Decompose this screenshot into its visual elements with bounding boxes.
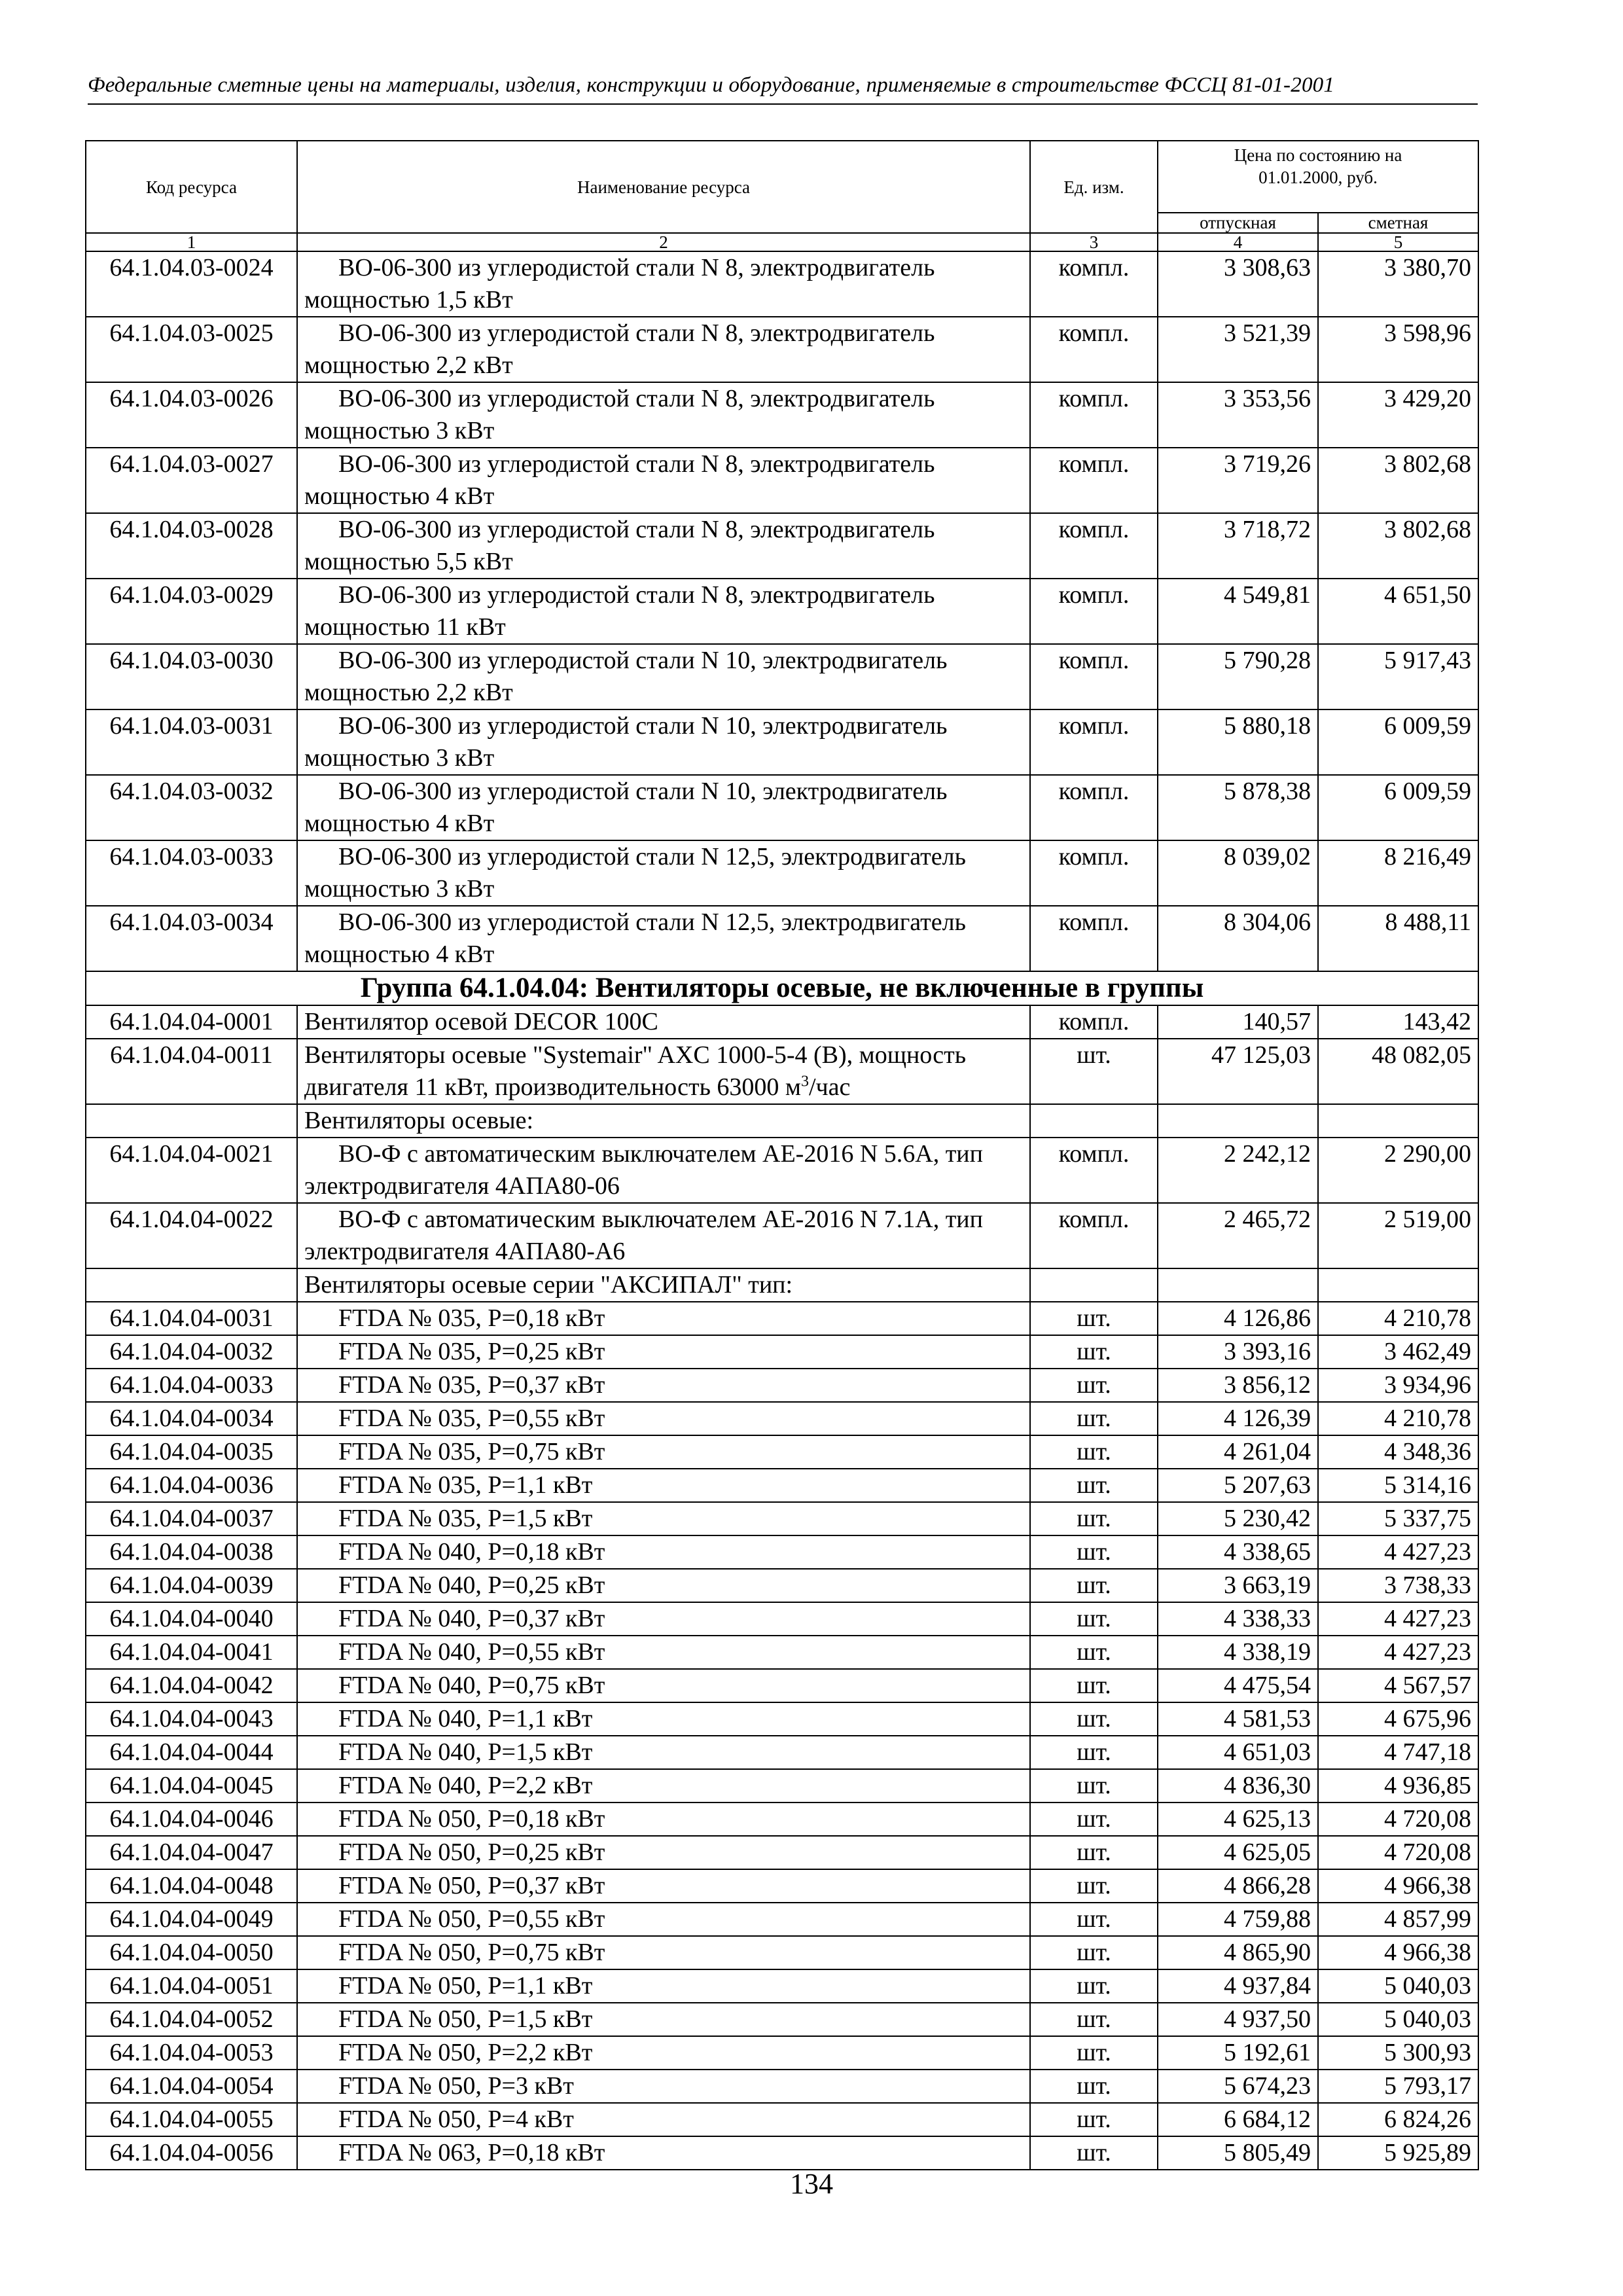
resource-name: FTDA № 050, P=0,37 кВт [297,1869,1030,1903]
unit: шт. [1030,1469,1158,1502]
resource-code: 64.1.04.04-0022 [86,1203,297,1268]
resource-name: FTDA № 035, P=0,25 кВт [297,1335,1030,1369]
release-price: 4 338,65 [1158,1535,1318,1569]
resource-name: ВО-06-300 из углеродистой стали N 10, электродвигатель мощностью 4 кВт [297,775,1030,840]
table-row [86,2036,1478,2070]
estimate-price: 4 348,36 [1318,1435,1478,1469]
resource-name: FTDA № 040, P=0,18 кВт [297,1535,1030,1569]
table-row [86,1469,1478,1502]
release-price: 4 126,86 [1158,1302,1318,1335]
resource-code: 64.1.04.04-0001 [86,1005,297,1039]
unit: компл. [1030,1005,1158,1039]
table-row [86,1736,1478,1769]
resource-name: ВО-Ф с автоматическим выключателем АЕ-2016 N 5.6А, тип электродвигателя 4АПА80-06 [297,1138,1030,1203]
colnum: 1 [86,233,297,251]
table-row [86,317,1478,382]
table-row [86,1502,1478,1535]
release-price: 3 393,16 [1158,1335,1318,1369]
release-price: 5 790,28 [1158,644,1318,709]
release-price: 4 581,53 [1158,1702,1318,1736]
header-unit: Ед. изм. [1030,141,1158,233]
resource-code: 64.1.04.04-0037 [86,1502,297,1535]
resource-name: FTDA № 040, P=1,1 кВт [297,1702,1030,1736]
resource-name: FTDA № 050, P=1,5 кВт [297,2003,1030,2036]
estimate-price: 4 966,38 [1318,1936,1478,1969]
resource-name: FTDA № 050, P=0,18 кВт [297,1803,1030,1836]
header-rule [88,103,1478,105]
resource-code: 64.1.04.03-0030 [86,644,297,709]
release-price: 6 684,12 [1158,2103,1318,2136]
unit: шт. [1030,1903,1158,1936]
resource-name: FTDA № 040, P=1,5 кВт [297,1736,1030,1769]
resource-name: Вентилятор осевой DECOR 100C [297,1005,1030,1039]
table-row [86,1203,1478,1268]
estimate-price: 4 720,08 [1318,1803,1478,1836]
resource-name: FTDA № 050, P=3 кВт [297,2070,1030,2103]
table-row [86,1769,1478,1803]
subheader-row [86,1268,1478,1302]
release-price: 4 338,19 [1158,1636,1318,1669]
release-price: 4 475,54 [1158,1669,1318,1702]
release-price: 5 207,63 [1158,1469,1318,1502]
estimate-price: 4 720,08 [1318,1836,1478,1869]
unit: компл. [1030,579,1158,644]
table-row [86,1435,1478,1469]
resource-name: FTDA № 063, P=0,18 кВт [297,2136,1030,2170]
estimate-price: 5 040,03 [1318,1969,1478,2003]
release-price: 3 353,56 [1158,382,1318,448]
resource-code: 64.1.04.04-0039 [86,1569,297,1602]
unit: шт. [1030,2136,1158,2170]
resource-code: 64.1.04.04-0031 [86,1302,297,1335]
release-price: 3 718,72 [1158,513,1318,579]
estimate-price: 5 925,89 [1318,2136,1478,2170]
resource-code: 64.1.04.04-0021 [86,1138,297,1203]
table-row [86,1602,1478,1636]
resource-name [297,1039,1030,1104]
unit: шт. [1030,1335,1158,1369]
resource-name: ВО-06-300 из углеродистой стали N 12,5, электродвигатель мощностью 3 кВт [297,840,1030,906]
unit: шт. [1030,1435,1158,1469]
unit: компл. [1030,251,1158,317]
estimate-price: 3 802,68 [1318,513,1478,579]
resource-code: 64.1.04.03-0028 [86,513,297,579]
resource-code: 64.1.04.04-0051 [86,1969,297,2003]
resource-code: 64.1.04.04-0041 [86,1636,297,1669]
release-price: 5 192,61 [1158,2036,1318,2070]
table-row [86,513,1478,579]
resource-code: 64.1.04.04-0042 [86,1669,297,1702]
resource-name: ВО-06-300 из углеродистой стали N 12,5, электродвигатель мощностью 4 кВт [297,906,1030,971]
table-row [86,1039,1478,1104]
unit: шт. [1030,1803,1158,1836]
unit: шт. [1030,1736,1158,1769]
resource-name: FTDA № 040, P=2,2 кВт [297,1769,1030,1803]
running-header: Федеральные сметные цены на материалы, изделия, конструкции и оборудование, применяемые в строительстве ФССЦ 81-01-2001 [88,73,1335,97]
resource-name: ВО-06-300 из углеродистой стали N 10, электродвигатель мощностью 2,2 кВт [297,644,1030,709]
unit: шт. [1030,2036,1158,2070]
unit: компл. [1030,382,1158,448]
estimate-price: 143,42 [1318,1005,1478,1039]
subheader-name: Вентиляторы осевые серии "АКСИПАЛ" тип: [297,1268,1030,1302]
colnum: 4 [1158,233,1318,251]
resource-code: 64.1.04.04-0043 [86,1702,297,1736]
resource-code: 64.1.04.04-0038 [86,1535,297,1569]
release-price: 4 937,84 [1158,1969,1318,2003]
unit: шт. [1030,1936,1158,1969]
resource-name: ВО-06-300 из углеродистой стали N 8, электродвигатель мощностью 11 кВт [297,579,1030,644]
table-row [86,1402,1478,1435]
release-price: 4 625,05 [1158,1836,1318,1869]
estimate-price: 5 337,75 [1318,1502,1478,1535]
table-row [86,644,1478,709]
unit: компл. [1030,317,1158,382]
table-row [86,382,1478,448]
unit: шт. [1030,1636,1158,1669]
unit: шт. [1030,2103,1158,2136]
estimate-price: 4 747,18 [1318,1736,1478,1769]
unit: шт. [1030,1969,1158,2003]
unit: компл. [1030,513,1158,579]
release-price: 4 836,30 [1158,1769,1318,1803]
estimate-price: 5 917,43 [1318,644,1478,709]
resource-name: FTDA № 050, P=2,2 кВт [297,2036,1030,2070]
estimate-price: 5 314,16 [1318,1469,1478,1502]
estimate-price: 3 462,49 [1318,1335,1478,1369]
release-price: 4 866,28 [1158,1869,1318,1903]
resource-code: 64.1.04.04-0040 [86,1602,297,1636]
estimate-price: 4 567,57 [1318,1669,1478,1702]
release-price: 47 125,03 [1158,1039,1318,1104]
unit: компл. [1030,644,1158,709]
estimate-price: 2 290,00 [1318,1138,1478,1203]
resource-name: FTDA № 040, P=0,37 кВт [297,1602,1030,1636]
subheader-row [86,1104,1478,1138]
unit: шт. [1030,1836,1158,1869]
unit: компл. [1030,906,1158,971]
unit: шт. [1030,2003,1158,2036]
table-row [86,2136,1478,2170]
resource-name: ВО-06-300 из углеродистой стали N 8, электродвигатель мощностью 2,2 кВт [297,317,1030,382]
page-number: 134 [790,2168,833,2200]
resource-name: ВО-06-300 из углеродистой стали N 8, электродвигатель мощностью 4 кВт [297,448,1030,513]
resource-code: 64.1.04.03-0034 [86,906,297,971]
resource-name: FTDA № 040, P=0,75 кВт [297,1669,1030,1702]
resource-code: 64.1.04.04-0054 [86,2070,297,2103]
unit: компл. [1030,1203,1158,1268]
table-row [86,1969,1478,2003]
release-price: 5 805,49 [1158,2136,1318,2170]
unit: шт. [1030,1369,1158,1402]
resource-code: 64.1.04.04-0033 [86,1369,297,1402]
resource-code: 64.1.04.03-0027 [86,448,297,513]
estimate-price: 3 802,68 [1318,448,1478,513]
unit [1030,1104,1158,1138]
resource-code: 64.1.04.04-0047 [86,1836,297,1869]
release-price: 4 759,88 [1158,1903,1318,1936]
resource-code: 64.1.04.04-0050 [86,1936,297,1969]
resource-name: FTDA № 050, P=0,75 кВт [297,1936,1030,1969]
table-row [86,1569,1478,1602]
unit: шт. [1030,1702,1158,1736]
release-price: 4 865,90 [1158,1936,1318,1969]
unit: компл. [1030,840,1158,906]
table-row [86,1836,1478,1869]
resource-code: 64.1.04.04-0034 [86,1402,297,1435]
table-row [86,1535,1478,1569]
release-price: 4 625,13 [1158,1803,1318,1836]
unit: шт. [1030,1569,1158,1602]
resource-code: 64.1.04.04-0056 [86,2136,297,2170]
table-header-row [86,141,1478,213]
resource-code [86,1268,297,1302]
table-row [86,2103,1478,2136]
header-code: Код ресурса [86,141,297,233]
resource-code: 64.1.04.03-0033 [86,840,297,906]
estimate-price: 6 009,59 [1318,775,1478,840]
unit: шт. [1030,2070,1158,2103]
release-price: 4 549,81 [1158,579,1318,644]
unit: шт. [1030,1502,1158,1535]
table-row [86,709,1478,775]
resource-name: FTDA № 035, P=0,75 кВт [297,1435,1030,1469]
unit: шт. [1030,1402,1158,1435]
header-release: отпускная [1158,213,1318,233]
estimate-price [1318,1268,1478,1302]
estimate-price: 4 210,78 [1318,1402,1478,1435]
table-row [86,448,1478,513]
resource-name: FTDA № 050, P=0,55 кВт [297,1903,1030,1936]
resource-code: 64.1.04.03-0031 [86,709,297,775]
unit: шт. [1030,1869,1158,1903]
resource-code: 64.1.04.04-0011 [86,1039,297,1104]
header-estimate: сметная [1318,213,1478,233]
table-colnum-row [86,233,1478,251]
table-row [86,1369,1478,1402]
unit: компл. [1030,448,1158,513]
release-price: 3 719,26 [1158,448,1318,513]
resource-code: 64.1.04.04-0045 [86,1769,297,1803]
release-price [1158,1268,1318,1302]
release-price: 3 856,12 [1158,1369,1318,1402]
header-name: Наименование ресурса [297,141,1030,233]
estimate-price: 4 966,38 [1318,1869,1478,1903]
unit: компл. [1030,1138,1158,1203]
resource-code: 64.1.04.04-0049 [86,1903,297,1936]
unit: шт. [1030,1302,1158,1335]
resource-code: 64.1.04.04-0048 [86,1869,297,1903]
estimate-price: 5 040,03 [1318,2003,1478,2036]
estimate-price: 4 651,50 [1318,579,1478,644]
subheader-name: Вентиляторы осевые: [297,1104,1030,1138]
resource-name: FTDA № 035, P=0,55 кВт [297,1402,1030,1435]
unit [1030,1268,1158,1302]
release-price [1158,1104,1318,1138]
unit: шт. [1030,1602,1158,1636]
table-row [86,1669,1478,1702]
release-price: 2 242,12 [1158,1138,1318,1203]
release-price: 3 521,39 [1158,317,1318,382]
resource-name: ВО-06-300 из углеродистой стали N 8, электродвигатель мощностью 5,5 кВт [297,513,1030,579]
resource-name: FTDA № 035, P=1,1 кВт [297,1469,1030,1502]
colnum: 3 [1030,233,1158,251]
estimate-price: 48 082,05 [1318,1039,1478,1104]
table-row [86,1636,1478,1669]
estimate-price: 4 427,23 [1318,1636,1478,1669]
group-row [86,971,1478,1005]
resource-code: 64.1.04.03-0026 [86,382,297,448]
resource-code: 64.1.04.04-0052 [86,2003,297,2036]
resource-code: 64.1.04.04-0036 [86,1469,297,1502]
group-title: Группа 64.1.04.04: Вентиляторы осевые, не включенные в группы [86,971,1478,1005]
estimate-price: 3 380,70 [1318,251,1478,317]
table-row [86,1869,1478,1903]
resource-code: 64.1.04.03-0029 [86,579,297,644]
estimate-price: 5 300,93 [1318,2036,1478,2070]
unit: шт. [1030,1669,1158,1702]
estimate-price: 4 427,23 [1318,1535,1478,1569]
resource-code: 64.1.04.04-0053 [86,2036,297,2070]
superscript: 3 [800,1073,809,1090]
table-row [86,1803,1478,1836]
estimate-price: 2 519,00 [1318,1203,1478,1268]
resource-code [86,1104,297,1138]
estimate-price: 3 598,96 [1318,317,1478,382]
resource-name: FTDA № 050, P=0,25 кВт [297,1836,1030,1869]
release-price: 5 880,18 [1158,709,1318,775]
resource-name: FTDA № 035, P=0,18 кВт [297,1302,1030,1335]
price-table [85,140,1479,2170]
estimate-price: 8 488,11 [1318,906,1478,971]
estimate-price: 6 009,59 [1318,709,1478,775]
resource-code: 64.1.04.03-0025 [86,317,297,382]
table-row [86,579,1478,644]
table-row [86,1903,1478,1936]
estimate-price: 4 857,99 [1318,1903,1478,1936]
table-row [86,1302,1478,1335]
estimate-price: 5 793,17 [1318,2070,1478,2103]
release-price: 4 261,04 [1158,1435,1318,1469]
header-price-line2: 01.01.2000, руб. [1258,168,1378,187]
table-row [86,775,1478,840]
unit: шт. [1030,1769,1158,1803]
estimate-price: 8 216,49 [1318,840,1478,906]
table-row [86,1005,1478,1039]
release-price: 5 674,23 [1158,2070,1318,2103]
resource-name: ВО-Ф с автоматическим выключателем АЕ-2016 N 7.1А, тип электродвигателя 4АПА80-А6 [297,1203,1030,1268]
estimate-price: 4 427,23 [1318,1602,1478,1636]
estimate-price [1318,1104,1478,1138]
unit: компл. [1030,709,1158,775]
resource-name: ВО-06-300 из углеродистой стали N 8, электродвигатель мощностью 1,5 кВт [297,251,1030,317]
release-price: 4 338,33 [1158,1602,1318,1636]
estimate-price: 4 210,78 [1318,1302,1478,1335]
resource-name: FTDA № 040, P=0,25 кВт [297,1569,1030,1602]
estimate-price: 4 675,96 [1318,1702,1478,1736]
estimate-price: 3 429,20 [1318,382,1478,448]
estimate-price: 6 824,26 [1318,2103,1478,2136]
release-price: 4 126,39 [1158,1402,1318,1435]
table-row [86,1335,1478,1369]
table-row [86,1936,1478,1969]
resource-name: ВО-06-300 из углеродистой стали N 10, электродвигатель мощностью 3 кВт [297,709,1030,775]
estimate-price: 3 738,33 [1318,1569,1478,1602]
release-price: 2 465,72 [1158,1203,1318,1268]
table-row [86,1702,1478,1736]
resource-name: FTDA № 040, P=0,55 кВт [297,1636,1030,1669]
release-price: 8 039,02 [1158,840,1318,906]
resource-code: 64.1.04.04-0032 [86,1335,297,1369]
table-row [86,2070,1478,2103]
release-price: 5 230,42 [1158,1502,1318,1535]
table-row [86,840,1478,906]
resource-code: 64.1.04.03-0032 [86,775,297,840]
table-row [86,1138,1478,1203]
header-price [1158,141,1478,213]
resource-code: 64.1.04.04-0044 [86,1736,297,1769]
unit: компл. [1030,775,1158,840]
release-price: 140,57 [1158,1005,1318,1039]
estimate-price: 3 934,96 [1318,1369,1478,1402]
resource-name-text: Вентиляторы осевые "Systemair" AXC 1000-5-4 (B), мощность двигателя 11 кВт, производительность 63000 м [304,1041,967,1101]
resource-name: ВО-06-300 из углеродистой стали N 8, электродвигатель мощностью 3 кВт [297,382,1030,448]
release-price: 3 308,63 [1158,251,1318,317]
release-price: 4 651,03 [1158,1736,1318,1769]
resource-code: 64.1.04.04-0046 [86,1803,297,1836]
colnum: 2 [297,233,1030,251]
resource-name: FTDA № 050, P=1,1 кВт [297,1969,1030,2003]
resource-name: FTDA № 035, P=1,5 кВт [297,1502,1030,1535]
table-row [86,906,1478,971]
release-price: 8 304,06 [1158,906,1318,971]
header-price-line1: Цена по состоянию на [1234,145,1402,165]
release-price: 5 878,38 [1158,775,1318,840]
resource-name-tail: /час [808,1073,851,1101]
resource-code: 64.1.04.03-0024 [86,251,297,317]
resource-name: FTDA № 035, P=0,37 кВт [297,1369,1030,1402]
unit: шт. [1030,1535,1158,1569]
resource-code: 64.1.04.04-0055 [86,2103,297,2136]
table-row [86,2003,1478,2036]
unit: шт. [1030,1039,1158,1104]
release-price: 4 937,50 [1158,2003,1318,2036]
release-price: 3 663,19 [1158,1569,1318,1602]
table-row [86,251,1478,317]
resource-name: FTDA № 050, P=4 кВт [297,2103,1030,2136]
colnum: 5 [1318,233,1478,251]
estimate-price: 4 936,85 [1318,1769,1478,1803]
resource-code: 64.1.04.04-0035 [86,1435,297,1469]
